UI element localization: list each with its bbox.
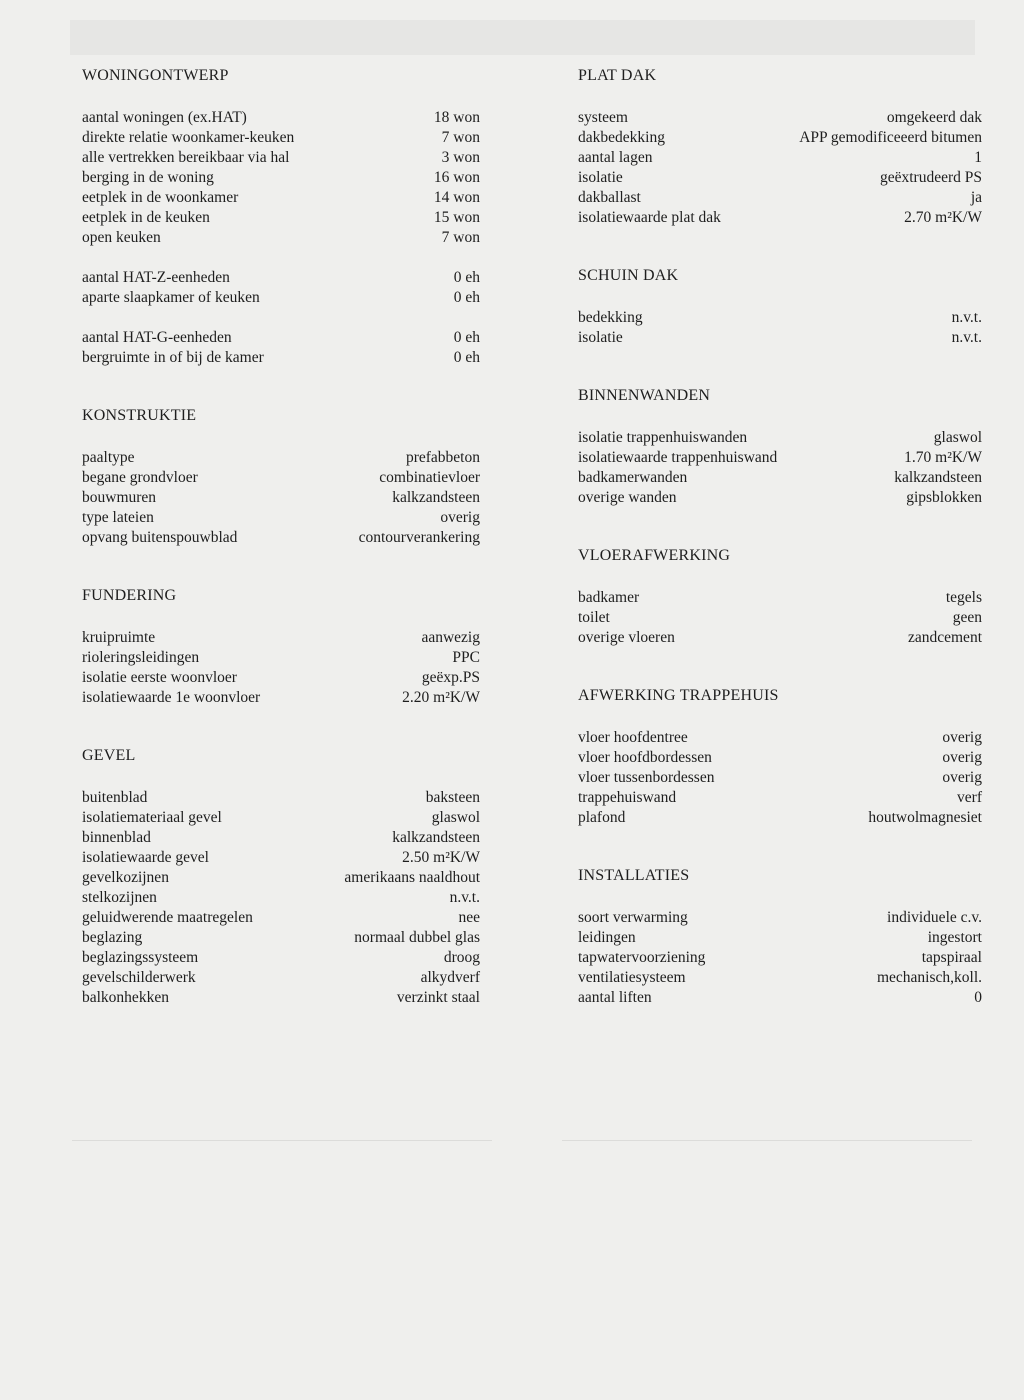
spec-label: bergruimte in of bij de kamer [82,349,264,366]
spec-value: 0 [974,989,982,1006]
spec-row [578,188,982,208]
spec-value: tegels [945,589,982,606]
spec-value: PPC [452,649,480,666]
spec-row [82,448,480,468]
spec-row [82,468,480,488]
spec-row [82,808,480,828]
spec-value: geen [952,609,982,626]
spec-row [82,948,480,968]
spec-value: ja [970,189,982,206]
spec-label: bedekking [578,309,643,326]
spec-label: isolatie trappenhuiswanden [578,429,748,446]
spec-row [578,148,982,168]
spec-value: overig [942,729,982,746]
spec-label: dakballast [578,189,641,206]
spec-label: isolatie [578,329,623,346]
spec-label: aantal liften [578,989,652,1006]
spec-value: ingestort [927,929,982,946]
spec-row [82,688,480,708]
section-binnenwanden [578,386,982,508]
section-gevel [82,746,480,1008]
spec-row [578,108,982,128]
spec-row [82,208,480,228]
spec-label: stelkozijnen [82,889,157,906]
spec-value: omgekeerd dak [886,109,982,126]
spec-value: contourverankering [358,529,480,546]
spec-label: paaltype [82,449,135,466]
spec-label: ventilatiesysteem [578,969,686,986]
spec-row [82,128,480,148]
spec-value: verzinkt staal [396,989,480,1006]
spec-value: 0 eh [453,349,480,366]
spec-value: 1 [974,149,982,166]
spec-row [578,788,982,808]
spec-value: 1.70 m²K/W [904,449,982,466]
spec-row [578,908,982,928]
spec-label: isolatiewaarde 1e woonvloer [82,689,261,706]
spec-label: type lateien [82,509,154,526]
spec-label: aantal HAT-Z-eenheden [82,269,230,286]
spec-row [578,168,982,188]
spec-label: gevelschilderwerk [82,969,196,986]
spec-label: bouwmuren [82,489,157,506]
spec-label: isolatiewaarde gevel [82,849,209,866]
spec-value: kalkzandsteen [392,829,480,846]
spec-row [82,648,480,668]
spec-label: systeem [578,109,628,126]
spec-value: nee [458,909,480,926]
section-afwerking-trappehuis [578,686,982,828]
spec-row [578,208,982,228]
spec-value: n.v.t. [449,889,480,906]
spec-label: aantal HAT-G-eenheden [82,329,232,346]
spec-value: kalkzandsteen [894,469,982,486]
section-heading: BINNENWANDEN [578,387,711,404]
spec-value: combinatievloer [379,469,480,486]
spec-row [578,588,982,608]
spec-label: direkte relatie woonkamer-keuken [82,129,295,146]
spec-row [578,628,982,648]
spec-value: 0 eh [453,269,480,286]
spec-value: 0 eh [453,289,480,306]
spec-label: aparte slaapkamer of keuken [82,289,260,306]
spec-value: alkydverf [420,969,480,986]
spec-label: beglazingssysteem [82,949,199,966]
spec-row [82,928,480,948]
spec-label: open keuken [82,229,161,246]
spec-row [82,848,480,868]
spec-label: toilet [578,609,610,626]
spec-value: overig [440,509,480,526]
spec-label: kruipruimte [82,629,156,646]
spec-value: 7 won [441,229,480,246]
section-heading: VLOERAFWERKING [578,547,731,564]
spec-label: vloer hoofdentree [578,729,688,746]
woningontwerp-group-3 [82,328,480,368]
spec-label: vloer tussenbordessen [578,769,715,786]
spec-row [82,908,480,928]
spec-value: 14 won [433,189,480,206]
fundering-rows [82,628,480,708]
spec-label: vloer hoofdbordessen [578,749,712,766]
spec-value: glaswol [933,429,982,446]
spec-value: 2.20 m²K/W [402,689,480,706]
vloerafwerking-rows [578,588,982,648]
section-fundering [82,586,480,708]
afwerking-trappehuis-rows [578,728,982,828]
spec-label: aantal woningen (ex.HAT) [82,109,247,126]
spec-row [578,608,982,628]
spec-value: APP gemodificeeerd bitumen [799,129,982,146]
section-heading: INSTALLATIES [578,867,690,884]
spec-value: kalkzandsteen [392,489,480,506]
spec-label: dakbedekking [578,129,665,146]
spec-value: 15 won [433,209,480,226]
spec-row [82,488,480,508]
left-column [82,66,480,1008]
spec-row [578,448,982,468]
spec-value: gipsblokken [906,489,982,506]
spec-label: eetplek in de woonkamer [82,189,239,206]
spec-value: geëxp.PS [421,669,480,686]
spec-row [82,888,480,908]
spec-label: isolatiewaarde trappenhuiswand [578,449,778,466]
spec-row [82,348,480,368]
spec-value: amerikaans naaldhout [344,869,480,886]
spec-value: 3 won [441,149,480,166]
spec-row [82,508,480,528]
spec-value: baksteen [425,789,480,806]
spec-row [578,328,982,348]
binnenwanden-rows [578,428,982,508]
schuin-dak-rows [578,308,982,348]
spec-value: mechanisch,koll. [876,969,982,986]
spec-value: 0 eh [453,329,480,346]
spec-value: 7 won [441,129,480,146]
section-schuin-dak [578,266,982,348]
spec-row [578,768,982,788]
gevel-rows [82,788,480,1008]
spec-label: begane grondvloer [82,469,198,486]
woningontwerp-group-1 [82,108,480,248]
spec-value: overig [942,749,982,766]
section-heading: GEVEL [82,747,136,764]
section-heading: WONINGONTWERP [82,67,229,84]
spec-value: n.v.t. [951,329,982,346]
spec-row [82,188,480,208]
spec-label: isolatiemateriaal gevel [82,809,222,826]
spec-label: buitenblad [82,789,148,806]
spec-label: isolatiewaarde plat dak [578,209,721,226]
spec-value: 2.50 m²K/W [402,849,480,866]
spec-label: eetplek in de keuken [82,209,210,226]
spec-value: houtwolmagnesiet [868,809,982,826]
spec-row [578,488,982,508]
section-plat-dak [578,66,982,228]
section-vloerafwerking [578,546,982,648]
spec-row [82,528,480,548]
section-heading: FUNDERING [82,587,177,604]
spec-value: glaswol [431,809,480,826]
spec-row [82,168,480,188]
konstruktie-rows [82,448,480,548]
spec-row [82,288,480,308]
spec-value: 18 won [433,109,480,126]
spec-label: binnenblad [82,829,151,846]
spec-row [82,328,480,348]
spec-label: geluidwerende maatregelen [82,909,253,926]
divider [72,1140,492,1141]
spec-label: gevelkozijnen [82,869,169,886]
spec-label: soort verwarming [578,909,688,926]
spec-row [578,728,982,748]
spec-label: alle vertrekken bereikbaar via hal [82,149,290,166]
divider [562,1140,972,1141]
spec-row [82,148,480,168]
spec-row [82,228,480,248]
spec-label: opvang buitenspouwblad [82,529,238,546]
spec-label: trappehuiswand [578,789,677,806]
section-heading: AFWERKING TRAPPEHUIS [578,687,779,704]
spec-label: plafond [578,809,626,826]
spec-value: individuele c.v. [887,909,982,926]
spec-row [578,428,982,448]
spec-label: aantal lagen [578,149,653,166]
spec-label: isolatie eerste woonvloer [82,669,237,686]
spec-row [82,108,480,128]
spec-row [578,928,982,948]
spec-label: isolatie [578,169,623,186]
spec-row [82,268,480,288]
spec-row [578,808,982,828]
spec-row [82,988,480,1008]
spec-row [82,788,480,808]
spec-label: overige vloeren [578,629,675,646]
spec-value: 2.70 m²K/W [904,209,982,226]
installaties-rows [578,908,982,1008]
spec-row [82,628,480,648]
plat-dak-rows [578,108,982,228]
spec-label: beglazing [82,929,143,946]
spec-label: leidingen [578,929,636,946]
spec-value: overig [942,769,982,786]
spec-row [82,828,480,848]
spec-row [82,668,480,688]
spec-row [578,968,982,988]
spec-label: badkamerwanden [578,469,688,486]
spec-row [578,128,982,148]
spec-row [578,308,982,328]
spec-value: droog [443,949,480,966]
right-column [578,66,982,1008]
spec-value: tapspiraal [921,949,982,966]
spec-value: prefabbeton [405,449,480,466]
spec-label: badkamer [578,589,640,606]
section-heading: PLAT DAK [578,67,657,84]
spec-value: n.v.t. [951,309,982,326]
spec-value: aanwezig [421,629,480,646]
spec-row [578,948,982,968]
spec-row [578,468,982,488]
spec-row [578,988,982,1008]
section-heading: KONSTRUKTIE [82,407,197,424]
section-konstruktie [82,406,480,548]
spec-row [82,968,480,988]
spec-value: zandcement [907,629,982,646]
spec-label: rioleringsleidingen [82,649,200,666]
section-woningontwerp [82,66,480,368]
section-installaties [578,866,982,1008]
spec-label: balkonhekken [82,989,169,1006]
page-header-band [70,20,975,55]
woningontwerp-group-2 [82,268,480,308]
spec-value: 16 won [433,169,480,186]
spec-value: normaal dubbel glas [354,929,480,946]
spec-value: verf [957,789,982,806]
spec-row [578,748,982,768]
section-heading: SCHUIN DAK [578,267,679,284]
bleed-through-area [72,1130,972,1350]
spec-label: tapwatervoorziening [578,949,706,966]
spec-label: overige wanden [578,489,677,506]
spec-label: berging in de woning [82,169,214,186]
spec-value: geëxtrudeerd PS [879,169,982,186]
spec-row [82,868,480,888]
